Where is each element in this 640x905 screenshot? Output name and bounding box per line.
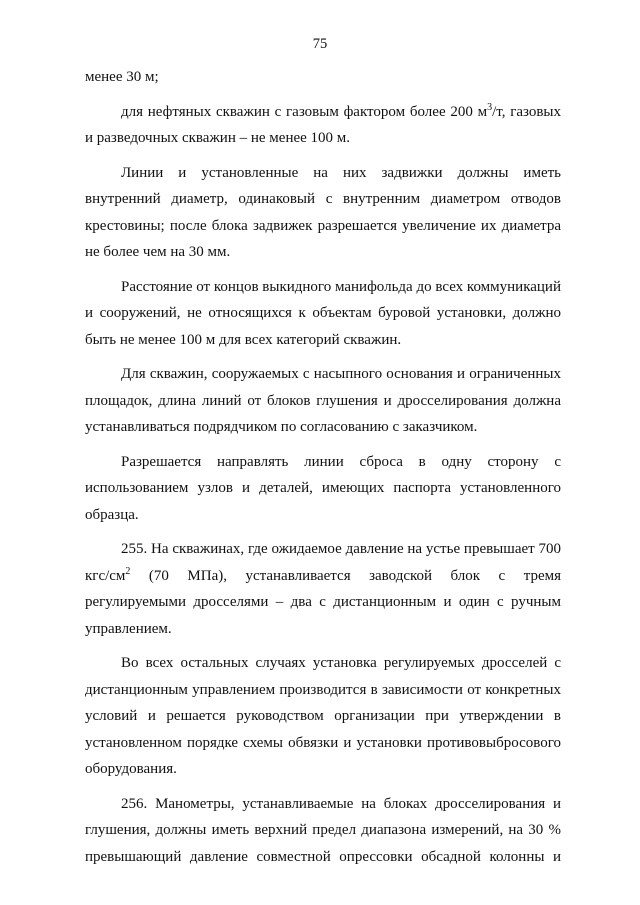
- paragraph-remote-chokes: Во всех остальных случаях установка регулируемых дросселей с дистанционным управлением производится в зависимости от конкретных условий и решается руководством организации при утверждении в установленном порядке схемы обвязки и установки противовыбросового оборудования.: [85, 655, 561, 777]
- paragraph-item-255-part-2: (70 МПа), устанавливается заводской блок с тремя регулируемыми дросселями – два с дистанционным и один с ручным управлением.: [85, 567, 561, 637]
- superscript-square: 2: [125, 565, 131, 577]
- page-number: 75: [312, 36, 328, 52]
- body-text: [85, 64, 561, 878]
- paragraph-manifold-distance: Расстояние от концов выкидного манифольда до всех коммуникаций и сооружений, не относящихся к объектам буровой установки, должно быть не менее 100 м для всех категорий скважин.: [85, 278, 561, 348]
- paragraph-item-256: 256. Манометры, устанавливаемые на блоках дросселирования и глушения, должны иметь верхний предел диапазона измерений, на 30 % превышающий давление совместной опрессовки обсадной колонны и: [85, 795, 561, 865]
- paragraph-oil-wells: [85, 99, 561, 152]
- paragraph-lines-valves: Линии и установленные на них задвижки должны иметь внутренний диаметр, одинаковый с внутренним диаметром отводов крестовины; после блока задвижек разрешается увеличение их диаметра не более чем на 30 мм.: [85, 164, 561, 260]
- paragraph-item-255-part-1: 255. На скважинах, где ожидаемое давление на устье превышает 700 кгс/см: [85, 541, 561, 584]
- paragraph-relief-lines: Разрешается направлять линии сброса в одну сторону с использованием узлов и деталей, имеющих паспорта установленного образца.: [85, 453, 561, 523]
- paragraph-oil-wells-part-1: для нефтяных скважин с газовым фактором более 200 м: [121, 103, 488, 120]
- paragraph-item-255: [85, 536, 561, 642]
- paragraph-oil-wells-part-2: /т, газовых и разведочных скважин – не менее 100 м.: [85, 103, 561, 146]
- superscript-cubic: 3: [487, 101, 493, 113]
- paragraph-distance-end: менее 30 м;: [85, 69, 159, 85]
- paragraph-embankment-wells: Для скважин, сооружаемых с насыпного основания и ограниченных площадок, длина линий от блоков глушения и дросселирования должна устанавливаться подрядчиком по согласованию с заказчиком.: [85, 366, 561, 435]
